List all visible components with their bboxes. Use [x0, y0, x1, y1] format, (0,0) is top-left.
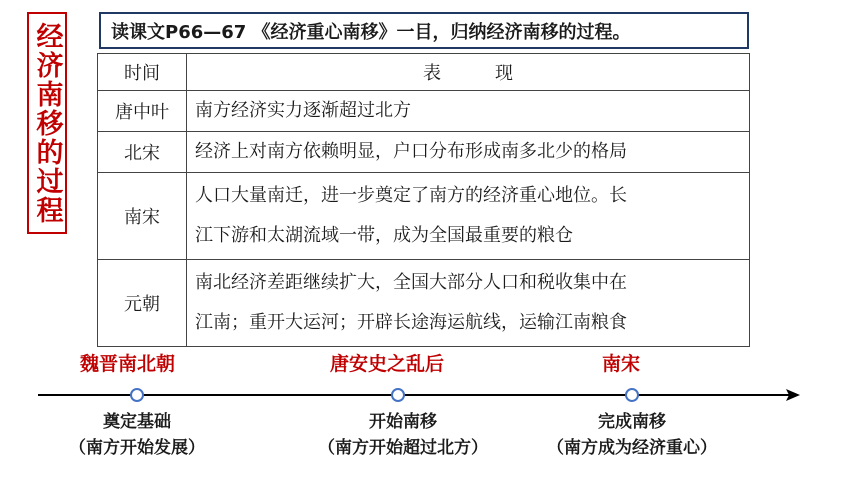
table-row: [98, 132, 750, 173]
instruction-text: 读课文P66—67 《经济重心南移》一目，归纳经济南移的过程。: [111, 21, 631, 43]
description-cell: [187, 173, 750, 260]
timeline-period-label: 魏晋南北朝: [80, 353, 176, 375]
era-cell: 唐中叶: [98, 91, 187, 132]
side-title: 经济南移的过程: [31, 21, 63, 225]
header-time: 时间: [98, 54, 187, 91]
timeline-stage-title: 开始南移: [369, 412, 437, 432]
side-title-box: [27, 12, 67, 234]
timeline-node: [392, 389, 404, 401]
table-row: [98, 91, 750, 132]
timeline-stage-note: （南方开始发展）: [69, 438, 205, 458]
timeline-node: [131, 389, 143, 401]
timeline-stage: [52, 409, 222, 461]
timeline-axis: [0, 380, 860, 410]
south-shift-table: [97, 53, 750, 347]
era-cell: 南宋: [98, 173, 187, 260]
timeline-stage: [303, 409, 503, 461]
description-line: 经济上对南方依赖明显，户口分布形成南多北少的格局: [195, 141, 627, 162]
description-line: 南方经济实力逐渐超过北方: [195, 100, 411, 121]
description-line: 江下游和太湖流域一带，成为全国最重要的粮仓: [195, 225, 573, 246]
table-header-row: [98, 54, 750, 91]
description-cell: [187, 260, 750, 347]
era-cell: 元朝: [98, 260, 187, 347]
era-cell: 北宋: [98, 132, 187, 173]
timeline-period-label: 南宋: [602, 353, 641, 375]
description-line: 南北经济差距继续扩大，全国大部分人口和税收集中在: [195, 272, 627, 293]
timeline-node: [626, 389, 638, 401]
instruction-box: [99, 12, 749, 49]
timeline-stage-note: （南方开始超过北方）: [318, 438, 488, 458]
timeline-stage: [532, 409, 732, 461]
description-line: 江南；重开大运河；开辟长途海运航线，运输江南粮食: [195, 312, 627, 333]
header-performance: 表 现: [187, 54, 750, 91]
table-row: [98, 173, 750, 260]
description-cell: [187, 132, 750, 173]
timeline-stage-title: 完成南移: [598, 412, 666, 432]
timeline-stage-title: 奠定基础: [103, 412, 171, 432]
table-row: [98, 260, 750, 347]
timeline-period-label: 唐安史之乱后: [330, 353, 445, 375]
description-cell: [187, 91, 750, 132]
description-line: 人口大量南迁，进一步奠定了南方的经济重心地位。长: [195, 185, 627, 206]
timeline-stage-note: （南方成为经济重心）: [547, 438, 717, 458]
